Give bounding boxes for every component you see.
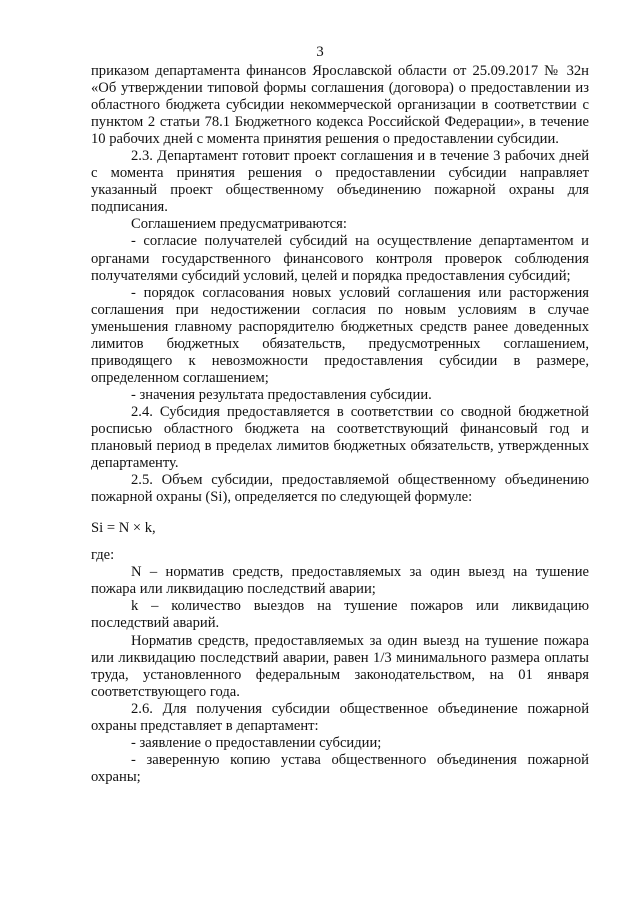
- page-number: 3: [316, 44, 324, 60]
- list-item-consent: - согласие получателей субсидий на осуществление департаментом и органами государственного финансового контроля проверок соблюдения получателями субсидий условий, целей и порядка предоставления субсидий;: [91, 233, 589, 284]
- paragraph-2-4: 2.4. Субсидия предоставляется в соответствии со сводной бюджетной росписью областного бюджета на соответствующий финансовый год и плановый период в пределах лимитов бюджетных обязательств, утвержденных департаменту.: [91, 403, 589, 472]
- list-item-charter-copy: - заверенную копию устава общественного объединения пожарной охраны;: [91, 751, 589, 785]
- definition-k: k – количество выездов на тушение пожаров или ликвидацию последствий аварий.: [91, 598, 589, 632]
- paragraph-norm-value: Норматив средств, предоставляемых за один выезд на тушение пожара или ликвидацию последствий аварии, равен 1/3 минимального размера оплаты труда, установленного федеральным законодательством, на 01 января соответствующего года.: [91, 632, 589, 700]
- paragraph-order-reference: приказом департамента финансов Ярославской области от 25.09.2017 № 32н «Об утверждении типовой формы соглашения (договора) о предоставлении из областного бюджета субсидии некоммерческой организации в соответствии с пунктом 2 статьи 78.1 Бюджетного кодекса Российской Федерации», в течение 10 рабочих дней с момента принятия решения о предоставлении субсидии.: [91, 63, 589, 148]
- list-item-application: - заявление о предоставлении субсидии;: [131, 734, 382, 751]
- formula: Si = N × k,: [91, 520, 156, 537]
- definition-n: N – норматив средств, предоставляемых за один выезд на тушение пожара или ликвидацию последствий аварии;: [91, 564, 589, 598]
- paragraph-2-6: 2.6. Для получения субсидии общественное объединение пожарной охраны представляет в департамент:: [91, 700, 589, 734]
- paragraph-2-5: 2.5. Объем субсидии, предоставляемой общественному объединению пожарной охраны (Si), определяется по следующей формуле:: [91, 472, 589, 506]
- list-item-approval-procedure: - порядок согласования новых условий соглашения или расторжения соглашения при недостижении согласия по новым условиям в случае уменьшения главному распорядителю бюджетных средств ранее доведенных лимитов бюджетных обязательств, предусмотренных соглашением, приводящего к невозможности предоставления субсидии в размере, определенном соглашением;: [91, 284, 589, 386]
- paragraph-2-3: 2.3. Департамент готовит проект соглашения и в течение 3 рабочих дней с момента принятия решения о предоставлении субсидии направляет указанный проект общественному объединению пожарной охраны для подписания.: [91, 148, 589, 216]
- list-item-result-values: - значения результата предоставления субсидии.: [131, 386, 432, 403]
- paragraph-agreement-provides: Соглашением предусматриваются:: [131, 216, 347, 233]
- document-body: [91, 63, 589, 786]
- where-label: где:: [91, 547, 115, 564]
